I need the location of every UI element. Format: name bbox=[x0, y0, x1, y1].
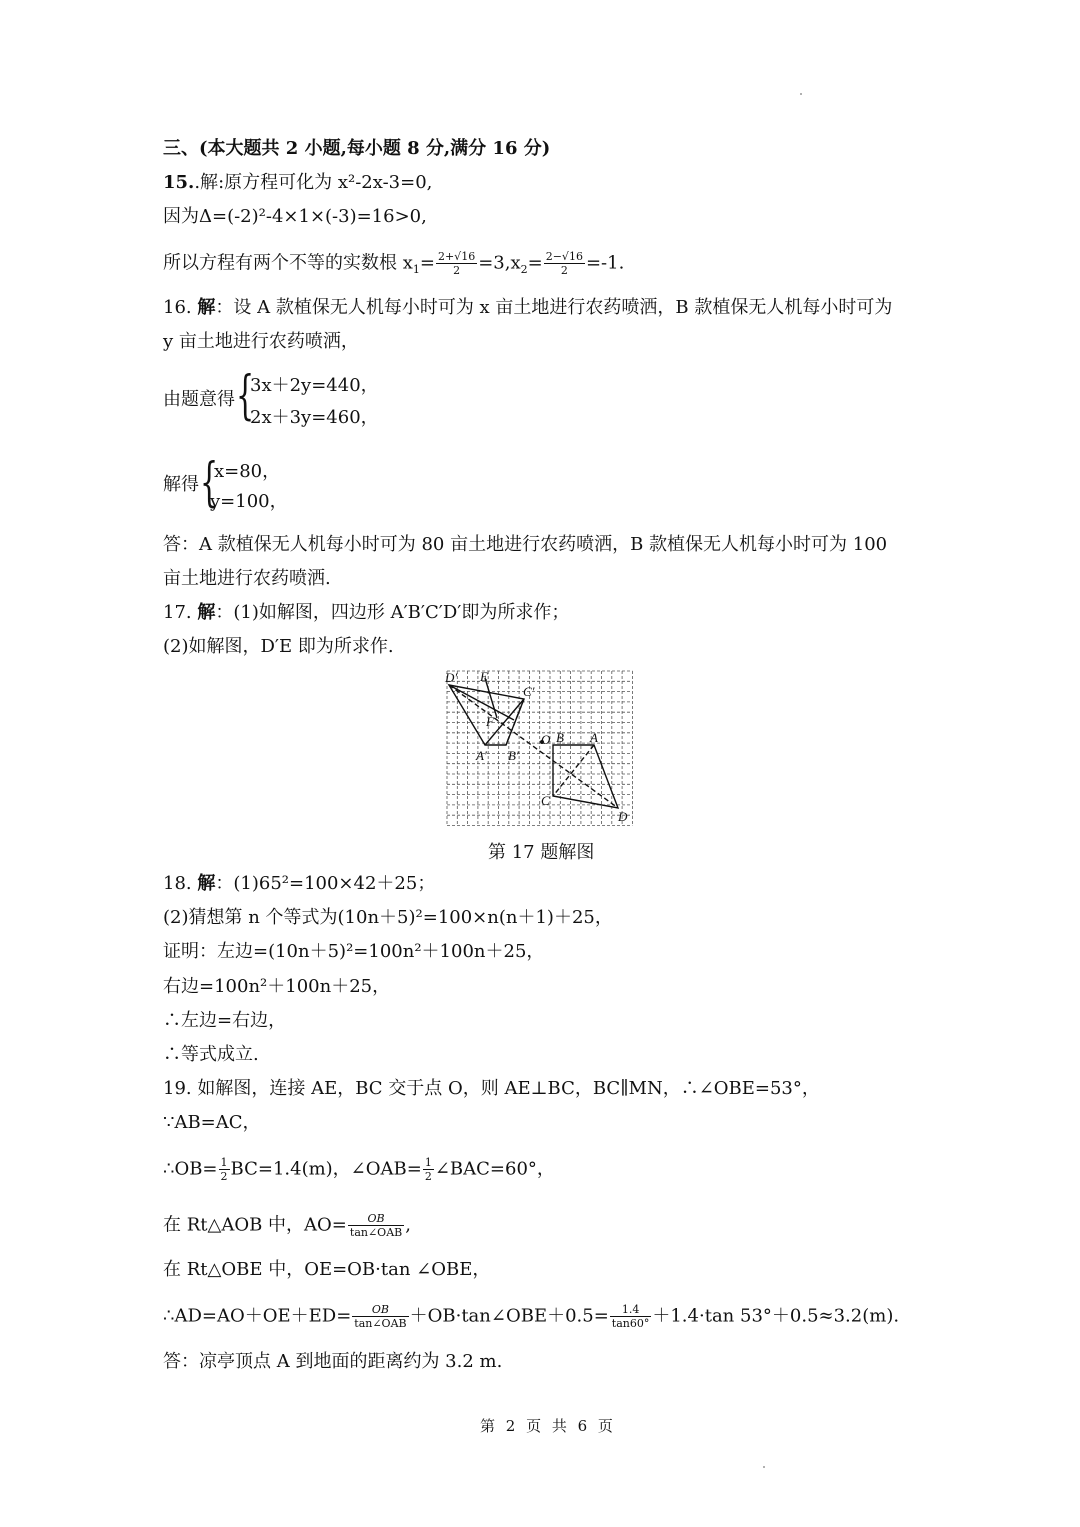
q16-answer-2: 亩土地进行农药喷洒. bbox=[163, 568, 331, 589]
q15-fraction-1 bbox=[436, 250, 477, 277]
q16-text-1: ：设 A 款植保无人机每小时可为 x 亩土地进行农药喷洒，B 款植保无人机每小时可为 bbox=[215, 297, 893, 318]
label-b: B bbox=[556, 730, 564, 745]
label-d: D bbox=[618, 809, 628, 824]
q19-line-4 bbox=[163, 1212, 411, 1239]
q19-ad-fraction-2 bbox=[610, 1303, 652, 1330]
q16-number: 16. bbox=[163, 297, 192, 318]
q19-ad-f1-den: tan∠OAB bbox=[354, 1317, 407, 1330]
q17-number: 17. bbox=[163, 602, 192, 623]
q19-ad-mid: ＋OB·tan∠OBE＋0.5= bbox=[409, 1305, 609, 1327]
scan-speck-top bbox=[800, 93, 802, 95]
label-f: F bbox=[486, 714, 494, 729]
line-a-c bbox=[553, 745, 594, 796]
q19-half1-num: 1 bbox=[220, 1156, 228, 1169]
q15-fraction-2 bbox=[544, 250, 585, 277]
q15-roots-end: =-1. bbox=[585, 252, 625, 274]
q15-f2-num: 2−√16 bbox=[545, 250, 583, 263]
q15-f1-num: 2+√16 bbox=[437, 250, 476, 263]
q19-ad-fraction-1 bbox=[352, 1303, 408, 1330]
q15-text-1: :原方程可化为 x²-2x-3=0, bbox=[218, 172, 433, 193]
grid-lines bbox=[447, 671, 632, 826]
q16-line-2: y 亩土地进行农药喷洒， bbox=[163, 331, 359, 352]
q19-line-2: ∵AB=AC， bbox=[163, 1112, 261, 1133]
q19-ad-end: ＋1.4·tan 53°＋0.5≈3.2(m). bbox=[652, 1305, 900, 1327]
q16-system-label: 由题意得 bbox=[163, 389, 235, 410]
q19-answer: 答：凉亭顶点 A 到地面的距离约为 3.2 m. bbox=[163, 1351, 503, 1372]
q16-solution-brace: { bbox=[200, 453, 219, 513]
label-b-prime: B′ bbox=[508, 748, 519, 763]
q18-line-3: 证明：左边=(10n＋5)²=100n²＋100n＋25， bbox=[163, 941, 545, 962]
q15-number: 15. bbox=[163, 172, 195, 193]
q19-line-5: 在 Rt△OBE 中，OE=OB·tan ∠OBE， bbox=[163, 1259, 491, 1280]
q15-sub-1: 1 bbox=[412, 263, 420, 277]
q19-ao-den: tan∠OAB bbox=[349, 1226, 403, 1239]
q19-line-3 bbox=[163, 1156, 555, 1183]
q18-line-4: 右边=100n²＋100n＋25， bbox=[163, 976, 391, 997]
quadrilateral-abcd bbox=[553, 745, 618, 808]
label-o: O bbox=[541, 732, 551, 747]
q19-bac-text: ∠BAC=60°， bbox=[434, 1158, 555, 1180]
q16-solution-label: 解 bbox=[197, 297, 216, 318]
q19-comma: , bbox=[405, 1214, 411, 1236]
q19-half-fraction-1 bbox=[219, 1156, 230, 1183]
q16-system-eq-1: 3x＋2y=440， bbox=[250, 375, 379, 396]
q16-solution-eq-2: y=100， bbox=[210, 491, 288, 512]
q19-ob-text: ∴OB= bbox=[163, 1158, 218, 1180]
q19-ao-fraction bbox=[348, 1212, 404, 1239]
q15-f1-den: 2 bbox=[453, 264, 461, 277]
q19-half-fraction-2 bbox=[423, 1156, 434, 1183]
q19-half2-num: 1 bbox=[424, 1156, 432, 1169]
q18-line-1 bbox=[163, 872, 435, 896]
q15-f2-den: 2 bbox=[560, 264, 568, 277]
q19-line-1: 19. 如解图，连接 AE，BC 交于点 O，则 AE⊥BC，BC∥MN，∴∠OBE=53°， bbox=[163, 1078, 820, 1099]
label-e-top: E bbox=[480, 669, 488, 684]
scan-speck-bottom bbox=[763, 1466, 765, 1468]
q18-line-5: ∴左边=右边， bbox=[163, 1010, 287, 1031]
label-c: C bbox=[541, 793, 550, 808]
q17-line-2: (2)如解图，D′E 即为所求作. bbox=[163, 636, 394, 657]
q17-line-1 bbox=[163, 601, 569, 625]
page-footer: 第 2 页 共 6 页 bbox=[480, 1417, 616, 1435]
section-heading: 三、(本大题共 2 小题,每小题 8 分,满分 16 分) bbox=[163, 138, 551, 159]
q16-answer-1: 答：A 款植保无人机每小时可为 80 亩土地进行农药喷洒，B 款植保无人机每小时可为 100 bbox=[163, 534, 888, 555]
q18-solution-label: 解 bbox=[197, 873, 216, 894]
q19-ad-text: ∴AD=AO＋OE＋ED= bbox=[163, 1305, 352, 1327]
q16-line-1 bbox=[163, 296, 892, 320]
q18-number: 18. bbox=[163, 873, 192, 894]
q18-line-6: ∴等式成立. bbox=[163, 1044, 259, 1065]
q15-eq: = bbox=[419, 252, 435, 274]
q15-roots-text: 所以方程有两个不等的实数根 x bbox=[163, 252, 413, 274]
q19-ad-f2-den: tan60° bbox=[611, 1317, 650, 1330]
q15-line-2: 因为Δ=(-2)²-4×1×(-3)=16>0, bbox=[163, 206, 427, 227]
q18-text-1: ：(1)65²=100×42＋25； bbox=[215, 873, 436, 894]
q17-grid-figure bbox=[444, 668, 634, 826]
q19-line-6 bbox=[163, 1303, 899, 1330]
q19-ao-num: OB bbox=[348, 1212, 404, 1226]
q16-system-eq-2: 2x＋3y=460， bbox=[250, 407, 379, 428]
q15-solution-label: .解 bbox=[194, 172, 219, 193]
q19-ad-f1-num: OB bbox=[352, 1303, 408, 1317]
q15-line-3: 所以方程有两个不等的实数根 $x_1=$ $\frac{2+√16}{2}$ $=3,x_2=$ $\frac{2-√16}{2}$ =-1. bbox=[163, 250, 625, 277]
q15-roots-mid: =3,x bbox=[478, 252, 521, 274]
label-d-prime: D′ bbox=[445, 670, 458, 685]
q19-rt-aob-text: 在 Rt△AOB 中，AO= bbox=[163, 1214, 347, 1236]
line-e-f bbox=[485, 678, 497, 718]
q15-sub-2: 2 bbox=[520, 263, 528, 277]
q19-half1-den: 2 bbox=[220, 1170, 228, 1183]
q17-text-1: ：(1)如解图，四边形 A′B′C′D′即为所求作； bbox=[215, 602, 570, 623]
q17-figure-caption: 第 17 题解图 bbox=[488, 842, 595, 863]
q19-ad-f2-num: 1.4 bbox=[610, 1303, 652, 1317]
q18-line-2: (2)猜想第 n 个等式为(10n＋5)²=100×n(n＋1)＋25， bbox=[163, 907, 613, 928]
label-a-prime: A′ bbox=[476, 748, 487, 763]
label-c-prime: C′ bbox=[523, 684, 535, 699]
label-a: A bbox=[590, 730, 598, 745]
q16-solution-eq-1: x=80， bbox=[214, 461, 281, 482]
q15-line-1 bbox=[163, 171, 432, 195]
q16-system-brace: { bbox=[236, 366, 255, 426]
q19-half2-den: 2 bbox=[424, 1170, 432, 1183]
q16-solution-set-label: 解得 bbox=[163, 474, 199, 495]
q17-solution-label: 解 bbox=[197, 602, 216, 623]
q19-bc-text: BC=1.4(m)，∠OAB= bbox=[230, 1158, 422, 1180]
